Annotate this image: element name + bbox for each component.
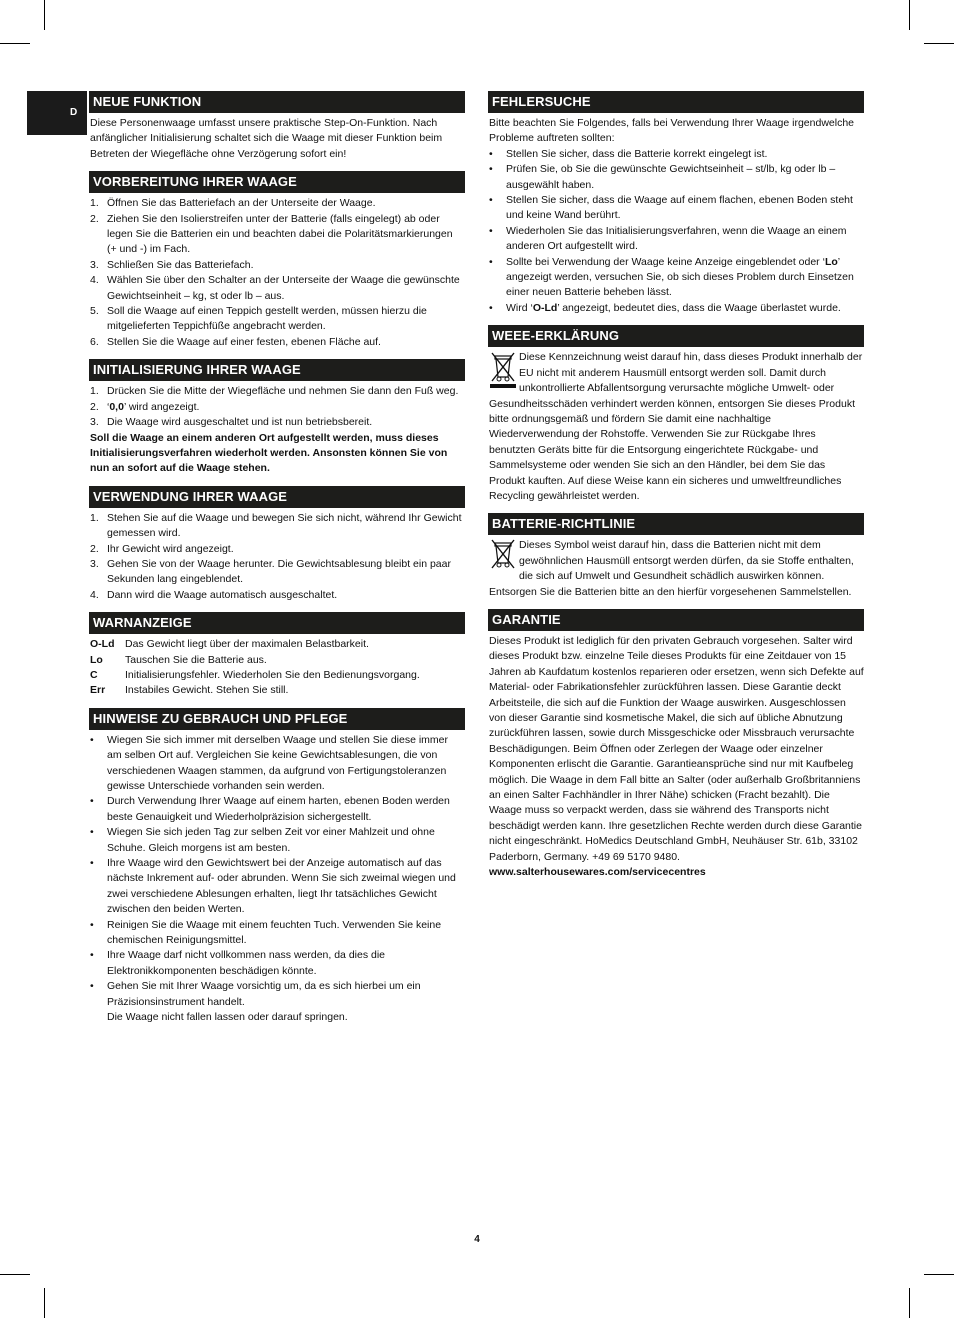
section-heading: VORBEREITUNG IHRER WAAGE	[89, 171, 465, 193]
list-item-text: Stellen Sie sicher, dass die Batterie korrekt eingelegt ist.	[506, 147, 768, 160]
service-url: www.salterhousewares.com/servicecentres	[489, 866, 706, 879]
section-hinweise	[89, 708, 465, 1026]
bullet: •	[489, 301, 493, 314]
warning-code: O-Ld	[90, 638, 115, 651]
list-item-text: Stellen Sie sicher, dass die Waage auf einem flachen, ebenen Boden steht und keine Wand berührt.	[506, 194, 853, 222]
bullet: •	[90, 857, 94, 870]
crossed-bin-icon	[489, 538, 517, 570]
section-weee	[488, 325, 864, 504]
list-item	[89, 273, 465, 304]
warning-row	[89, 653, 465, 668]
bullet: •	[90, 980, 94, 993]
warning-row	[89, 683, 465, 698]
section-heading: NEUE FUNKTION	[89, 91, 465, 113]
section-verwendung	[89, 486, 465, 603]
list-item	[89, 415, 465, 430]
section-heading: GARANTIE	[488, 609, 864, 631]
numbered-list	[89, 196, 465, 350]
section-initialisierung	[89, 359, 465, 476]
list-item-text: Dann wird die Waage automatisch ausgeschaltet.	[107, 588, 338, 601]
list-item-text: ’ angezeigt, bedeutet dies, dass die Waage überlastet wurde.	[557, 301, 841, 314]
list-item-text: ’ angezeigt werden, versuchen Sie, ob sich dieses Problem durch Einsetzen einer neuen Batterie beheben lässt.	[506, 255, 854, 299]
list-item-text: Wiederholen Sie das Initialisierungsverfahren, wenn die Waage an einem anderen Ort aufgestellt wird.	[506, 224, 847, 253]
list-item	[488, 255, 864, 301]
display-code: 0,0	[109, 400, 124, 413]
list-item	[89, 196, 465, 211]
display-code: O-Ld	[532, 301, 558, 314]
list-item-text: Wiegen Sie sich immer mit derselben Waage und stellen Sie diese immer am selben Ort auf. Vergleichen Sie keine Gewichtsablesungen, die von verschiedenen Waagen stammen, da aufgrund von Fertigungstoleranzen gewisse Unterschiede vorhanden sein werden.	[107, 733, 449, 792]
language-code: D	[70, 107, 78, 118]
display-code: Lo	[824, 255, 838, 268]
crop-mark	[44, 1288, 45, 1318]
page-number: 4	[474, 1234, 480, 1245]
list-item	[89, 794, 465, 825]
warning-row	[89, 668, 465, 683]
bullet: •	[90, 733, 94, 746]
list-item	[89, 733, 465, 795]
section-heading: WEEE-ERKLÄRUNG	[488, 325, 864, 347]
bullet: •	[489, 147, 493, 160]
left-column	[89, 91, 465, 1035]
list-item	[89, 588, 465, 603]
list-item-text: Ihre Waage wird den Gewichtswert bei der Anzeige automatisch auf das nächste Inkrement auf- oder abrunden. Wenn Sie sich zweimal wiegen und zwei verschiedene Ablesungen erhalten, liegt Ihr tatsächliches Gewicht zwischen den beiden Werten.	[107, 857, 456, 916]
crop-mark	[0, 1274, 30, 1275]
section-heading: WARNANZEIGE	[89, 612, 465, 634]
list-item	[89, 948, 465, 979]
bullet: •	[90, 949, 94, 962]
list-item-text: Öffnen Sie das Batteriefach an der Unterseite der Waage.	[107, 197, 376, 210]
right-column	[488, 91, 864, 889]
warning-text: Tauschen Sie die Batterie aus.	[125, 653, 267, 666]
list-item-text: Stehen Sie auf die Waage und bewegen Sie sich nicht, während Ihr Gewicht gemessen wird.	[107, 511, 462, 540]
warning-code: Lo	[90, 653, 103, 666]
section-body-wrap	[488, 350, 864, 504]
list-number: 6.	[90, 335, 99, 348]
bullet-list	[488, 147, 864, 316]
section-warnanzeige	[89, 612, 465, 699]
list-item-text: Gehen Sie von der Waage herunter. Die Gewichtsablesung bleibt ein paar Sekunden lang eingeblendet.	[107, 557, 451, 586]
section-fehlersuche	[488, 91, 864, 316]
list-item	[89, 304, 465, 335]
list-item	[89, 542, 465, 557]
crop-mark	[909, 1288, 910, 1318]
list-number: 1.	[90, 197, 99, 210]
section-neue-funktion	[89, 91, 465, 162]
section-body: Diese Kennzeichnung weist darauf hin, dass dieses Produkt innerhalb der EU nicht mit anderem Hausmüll entsorgt werden soll. Damit durch unkontrollierte Abfallentsorgung verursachte mögliche Umwelt- oder Gesundheitsschäden verhindert werden können, entsorgen Sie dieses Produkt bitte ordnungsgemäß und fördern Sie damit eine nachhaltige Wiederverwendung der Rohstoffe. Verwenden Sie zur Rückgabe Ihres benutzten Geräts bitte für die Entsorgung eingerichtete Rückgabe- und Sammelsysteme oder wenden Sie sich an den Händler, bei dem Sie das Produkt kauften. Auf diese Weise kann ein sicheres und umweltfreundliches Recycling gewährleistet werden.	[489, 351, 863, 502]
list-item	[488, 301, 864, 316]
section-heading: HINWEISE ZU GEBRAUCH UND PFLEGE	[89, 708, 465, 730]
section-heading: INITIALISIERUNG IHRER WAAGE	[89, 359, 465, 381]
bullet: •	[489, 163, 493, 176]
crop-mark	[924, 1274, 954, 1275]
list-item-text: Drücken Sie die Mitte der Wiegefläche und nehmen Sie dann den Fuß weg.	[107, 385, 459, 398]
list-item-text: Soll die Waage auf einen Teppich gestellt werden, müssen hierzu die mitgelieferten Teppichfüße angebracht werden.	[107, 305, 427, 333]
section-note: Soll die Waage an einem anderen Ort aufgestellt werden, muss dieses Initialisierungsverfahren wiederholt werden. Ansonsten können Sie von nun an sofort auf die Waage stehen.	[90, 431, 448, 475]
warning-row	[89, 637, 465, 652]
warning-text: Instabiles Gewicht. Stehen Sie still.	[125, 684, 289, 697]
list-item-text: Ihr Gewicht wird angezeigt.	[107, 542, 234, 555]
list-number: 4.	[90, 588, 99, 601]
list-item	[89, 825, 465, 856]
list-item-text: Sollte bei Verwendung der Waage keine Anzeige eingeblendet oder ‘	[506, 255, 825, 268]
warning-text: Initialisierungsfehler. Wiederholen Sie den Bedienungsvorgang.	[125, 668, 420, 681]
numbered-list	[89, 511, 465, 603]
list-number: 5.	[90, 305, 99, 318]
list-item-text: Reinigen Sie die Waage mit einem feuchten Tuch. Verwenden Sie keine chemischen Reinigungsmittel.	[107, 918, 442, 947]
list-number: 1.	[90, 511, 99, 524]
list-item	[89, 335, 465, 350]
section-intro: Bitte beachten Sie Folgendes, falls bei Verwendung Ihrer Waage irgendwelche Probleme auftreten sollten:	[489, 117, 855, 145]
warning-text: Das Gewicht liegt über der maximalen Belastbarkeit.	[125, 638, 369, 651]
list-item	[89, 918, 465, 949]
list-number: 2.	[90, 542, 99, 555]
list-item-text: Die Waage wird ausgeschaltet und ist nun betriebsbereit.	[107, 416, 373, 429]
list-item-text: Ihre Waage darf nicht vollkommen nass werden, da dies die Elektronikkomponenten beschädigen könnte.	[107, 949, 386, 977]
list-item	[89, 212, 465, 258]
list-number: 1.	[90, 385, 99, 398]
list-item	[488, 147, 864, 162]
list-item	[89, 384, 465, 399]
section-batterie	[488, 513, 864, 600]
section-garantie	[488, 609, 864, 881]
bullet: •	[489, 255, 493, 268]
section-body: Dieses Symbol weist darauf hin, dass die Batterien nicht mit dem gewöhnlichen Hausmüll entsorgt werden dürfen, da sie Stoffe enthalten, die sich auf Umwelt und Gesundheit schädlich auswirken können. Entsorgen Sie die Batterien bitte an den hierfür vorgesehenen Sammelstellen.	[489, 539, 854, 598]
warning-code: Err	[90, 684, 106, 697]
section-body: Dieses Produkt ist lediglich für den privaten Gebrauch vorgesehen. Salter wird dieses Produkt bzw. einzelne Teile dieses Produkts für eine Zeitdauer von 15 Jahren ab Kaufdatum kostenlos reparieren oder ersetzen, wenn sich Defekte auf Material- oder Fabrikationsfehler zurückführen lassen. Diese Garantie deckt Arbeitsteile, die sich auf die Funktion der Waage auswirken. Ausgeschlossen von dieser Garantie sind kosmetische Makel, die sich auf übliche Abnutzung zurückführen lassen, sowie durch Missgeschicke oder Missbrauch verursachte Beschädigungen. Beim Öffnen oder Zerlegen der Waage oder einzelner Komponenten erlischt die Garantie. Garantieansprüche sind nur mit Kaufbeleg möglich. Die Waage in dem Fall bitte an Salter (oder außerhalb Großbritanniens an einen Salter Fachhändler in Ihrer Nähe) schicken (Fracht bezahlt). Die Waage muss so verpackt werden, dass sie während des Transports nicht beschädigt werden kann. Ihre gesetzlichen Rechte werden durch diese Garantie nicht eingeschränkt. HoMedics Deutschland GmbH, Neuhäuser Str. 61b, 33102 Paderborn, Germany. +49 69 5170 9480.	[489, 634, 864, 863]
list-item-text: Wählen Sie über den Schalter an der Unterseite der Waage die gewünschte Gewichtseinheit – kg, st oder lb – aus.	[107, 274, 460, 302]
list-number: 4.	[90, 274, 99, 287]
language-tab	[27, 91, 87, 135]
list-item-text: Wird ‘	[506, 301, 533, 314]
crop-mark	[909, 0, 910, 30]
list-number: 3.	[90, 416, 99, 429]
bullet: •	[90, 918, 94, 931]
section-heading: FEHLERSUCHE	[488, 91, 864, 113]
section-body-wrap	[488, 538, 864, 600]
quote-open: ‘	[107, 400, 110, 413]
bullet: •	[489, 224, 493, 237]
section-vorbereitung	[89, 171, 465, 350]
list-number: 2.	[90, 212, 99, 225]
list-item	[488, 162, 864, 193]
list-item-text: Ziehen Sie den Isolierstreifen unter der Batterie (falls eingelegt) ab oder legen Sie die Batterien ein und beachten dabei die Polaritätsmarkierungen (+ und -) im Fach.	[107, 212, 453, 256]
section-heading: BATTERIE-RICHTLINIE	[488, 513, 864, 535]
crop-mark	[44, 0, 45, 30]
list-number: 3.	[90, 258, 99, 271]
bullet-list	[89, 733, 465, 1026]
bullet: •	[90, 826, 94, 839]
list-item	[89, 979, 465, 1025]
section-body: Diese Personenwaage umfasst unsere praktische Step-On-Funktion. Nach anfänglicher Initialisierung schaltet sich die Waage mit dieser Funktion beim Betreten der Wiegefläche ohne Verzögerung sofort ein!	[90, 117, 443, 160]
bullet: •	[489, 194, 493, 207]
crossed-bin-icon	[489, 350, 517, 388]
list-item	[488, 193, 864, 224]
crop-mark	[924, 43, 954, 44]
crop-mark	[0, 43, 30, 44]
list-number: 2.	[90, 400, 99, 413]
bullet: •	[90, 795, 94, 808]
list-item-text: Gehen Sie mit Ihrer Waage vorsichtig um, da es sich hierbei um ein Präzisionsinstrument handelt. Die Waage nicht fallen lassen oder darauf springen.	[107, 980, 421, 1024]
list-number: 3.	[90, 557, 99, 570]
list-item-text: ’ wird angezeigt.	[123, 400, 200, 413]
list-item-text: Schließen Sie das Batteriefach.	[107, 258, 254, 271]
list-item-text: Durch Verwendung Ihrer Waage auf einem harten, ebenen Boden werden beste Genauigkeit und Wiederholpräzision sichergestellt.	[107, 795, 450, 823]
list-item	[89, 400, 465, 415]
numbered-list	[89, 384, 465, 430]
list-item	[89, 856, 465, 918]
list-item	[89, 511, 465, 542]
list-item-text: Wiegen Sie sich jeden Tag zur selben Zeit vor einer Mahlzeit und ohne Schuhe. Gleich morgens ist am besten.	[107, 826, 435, 854]
list-item-text: Prüfen Sie, ob Sie die gewünschte Gewichtseinheit – st/lb, kg oder lb – ausgewählt haben.	[506, 163, 836, 191]
list-item-text: Stellen Sie die Waage auf einer festen, ebenen Fläche auf.	[107, 335, 381, 348]
list-item	[89, 258, 465, 273]
warning-code: C	[90, 668, 98, 681]
section-heading: VERWENDUNG IHRER WAAGE	[89, 486, 465, 508]
list-item	[89, 557, 465, 588]
list-item	[488, 224, 864, 255]
